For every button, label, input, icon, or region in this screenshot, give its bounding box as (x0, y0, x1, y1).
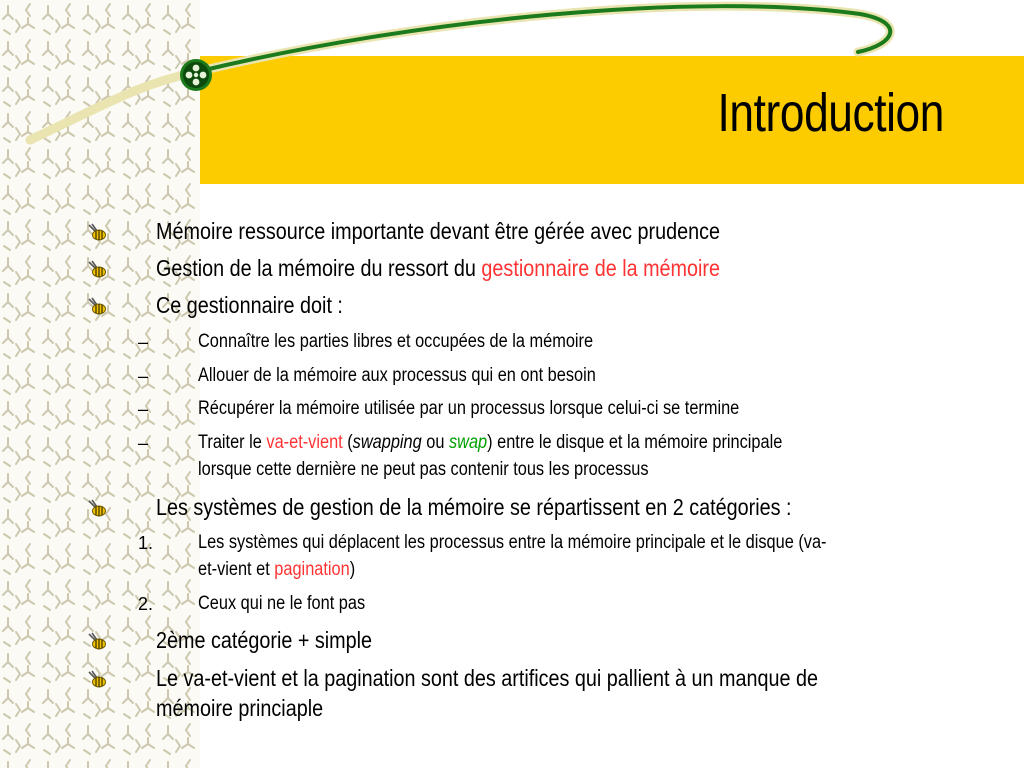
sub-item: Récupérer la mémoire utilisée par un processus lorsque celui-ci se termine (198, 398, 740, 419)
bullet-item: Gestion de la mémoire du ressort du gestionnaire de la mémoire (156, 255, 721, 281)
dash-marker: – (138, 366, 149, 386)
sub-item-continuation: lorsque cette dernière ne peut pas contenir tous les processus (198, 459, 649, 480)
page-title: Introduction (717, 83, 944, 143)
green-term: swap (448, 432, 488, 453)
highlight-term: gestionnaire de la mémoire (481, 255, 721, 281)
sub-item: Connaître les parties libres et occupées de la mémoire (198, 331, 594, 352)
number-marker: 2. (138, 594, 154, 614)
bee-bullet-icon (87, 670, 107, 688)
bee-bullet-icon (87, 297, 107, 315)
bee-bullet-icon (87, 223, 107, 241)
bullet-item: Le va-et-vient et la pagination sont des artifices qui pallient à un manque de (156, 665, 818, 691)
dash-marker: – (138, 399, 149, 419)
numbered-item-continuation: et-vient et pagination) (198, 559, 356, 580)
bullet-item: Les systèmes de gestion de la mémoire se répartissent en 2 catégories : (156, 494, 792, 520)
sub-item: Allouer de la mémoire aux processus qui en ont besoin (198, 365, 596, 386)
bee-bullet-icon (87, 260, 107, 278)
numbered-item: Ceux qui ne le font pas (198, 593, 366, 614)
bullet-item: 2ème catégorie + simple (156, 627, 373, 653)
bullet-item-continuation: mémoire princiaple (156, 695, 324, 721)
bee-bullet-icon (87, 499, 107, 517)
highlight-term: pagination (274, 559, 350, 580)
highlight-term: va-et-vient (266, 432, 343, 453)
node-ornament-icon (180, 59, 212, 91)
sub-item: Traiter le va-et-vient (swapping ou swap) entre le disque et la mémoire principale (198, 432, 783, 453)
dash-marker: – (138, 433, 149, 453)
bullet-item: Mémoire ressource importante devant être gérée avec prudence (156, 218, 721, 244)
dash-marker: – (138, 332, 149, 352)
numbered-item: Les systèmes qui déplacent les processus entre la mémoire principale et le disque (va- (198, 532, 827, 553)
bullet-item: Ce gestionnaire doit : (156, 292, 343, 318)
number-marker: 1. (138, 533, 154, 553)
bee-bullet-icon (87, 632, 107, 650)
